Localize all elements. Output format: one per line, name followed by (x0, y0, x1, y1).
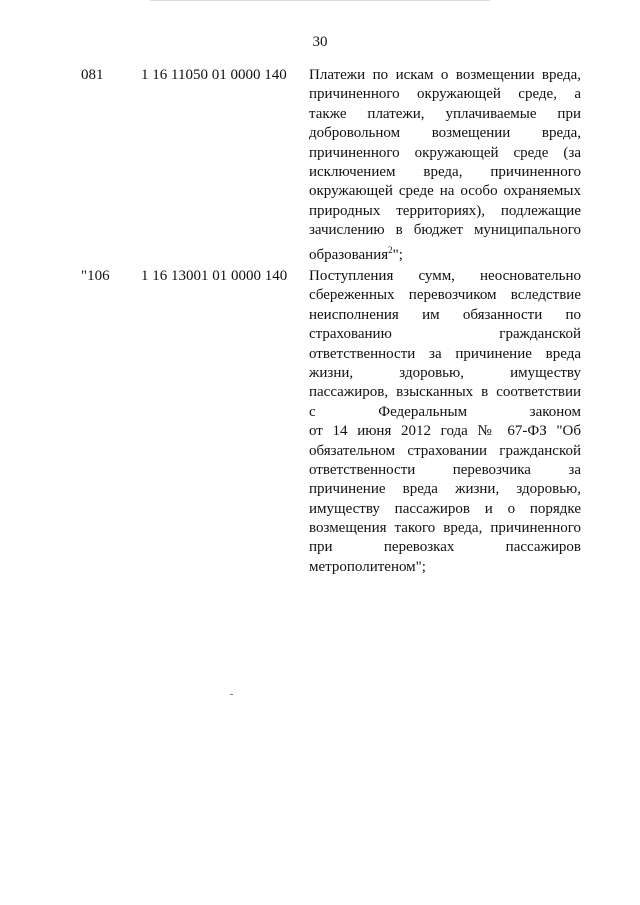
description-line: пассажиров, взысканных в соответствии (309, 384, 581, 401)
description-line: также платежи, уплачиваемые при (309, 105, 581, 122)
kbk-code: 1 16 11050 01 0000 140 (141, 67, 287, 83)
kbk-code: 1 16 13001 01 0000 140 (141, 268, 288, 284)
admin-code: "106 (81, 268, 110, 284)
description-line: окружающей среде на особо охраняемых (309, 183, 581, 200)
description-line: причиненного окружающей среде (за (309, 144, 581, 161)
description-line: Поступления сумм, неосновательно (309, 268, 581, 284)
description-line: ответственности перевозчика за (309, 461, 581, 478)
description-line: при перевозках пассажиров (309, 539, 581, 556)
scan-artifact (230, 694, 233, 695)
description-line: страхованию гражданской (309, 326, 581, 343)
description-line: обязательном страховании гражданской (309, 442, 581, 459)
last-line-text: образования (309, 246, 389, 263)
scan-edge-mark (150, 0, 490, 1)
description-line: сбереженных перевозчиком вследствие (309, 287, 581, 304)
description-line: исключением вреда, причиненного (309, 163, 581, 180)
description-line: жизни, здоровью, имуществу (309, 364, 581, 381)
description-line: возмещения такого вреда, причиненного (309, 520, 581, 537)
admin-code: 081 (81, 67, 104, 83)
description-line: ответственности за причинение вреда (309, 345, 581, 362)
description-line: имуществу пассажиров и о порядке (309, 500, 581, 517)
description-line: причиненного окружающей среде, а (309, 86, 581, 103)
description-line: добровольном возмещении вреда, (309, 125, 581, 142)
last-line-tail: "; (392, 246, 403, 263)
description-line: с Федеральным законом (309, 403, 581, 420)
description-line: неисполнения им обязанности по (309, 306, 581, 323)
description-line: природных территориях), подлежащие (309, 202, 581, 219)
entry-description (309, 66, 581, 263)
description-line: Платежи по искам о возмещении вреда, (309, 67, 581, 83)
entry-description (309, 267, 581, 577)
description-line: причинение вреда жизни, здоровью, (309, 481, 581, 498)
description-line: зачислению в бюджет муниципального (309, 222, 581, 239)
footnote-mark: 2 (388, 244, 393, 255)
description-line: от 14 июня 2012 года № 67-ФЗ "Об (309, 423, 581, 440)
description-last-line: метрополитеном"; (309, 558, 426, 575)
page-number: 30 (312, 34, 328, 50)
description-last-line (309, 241, 581, 263)
